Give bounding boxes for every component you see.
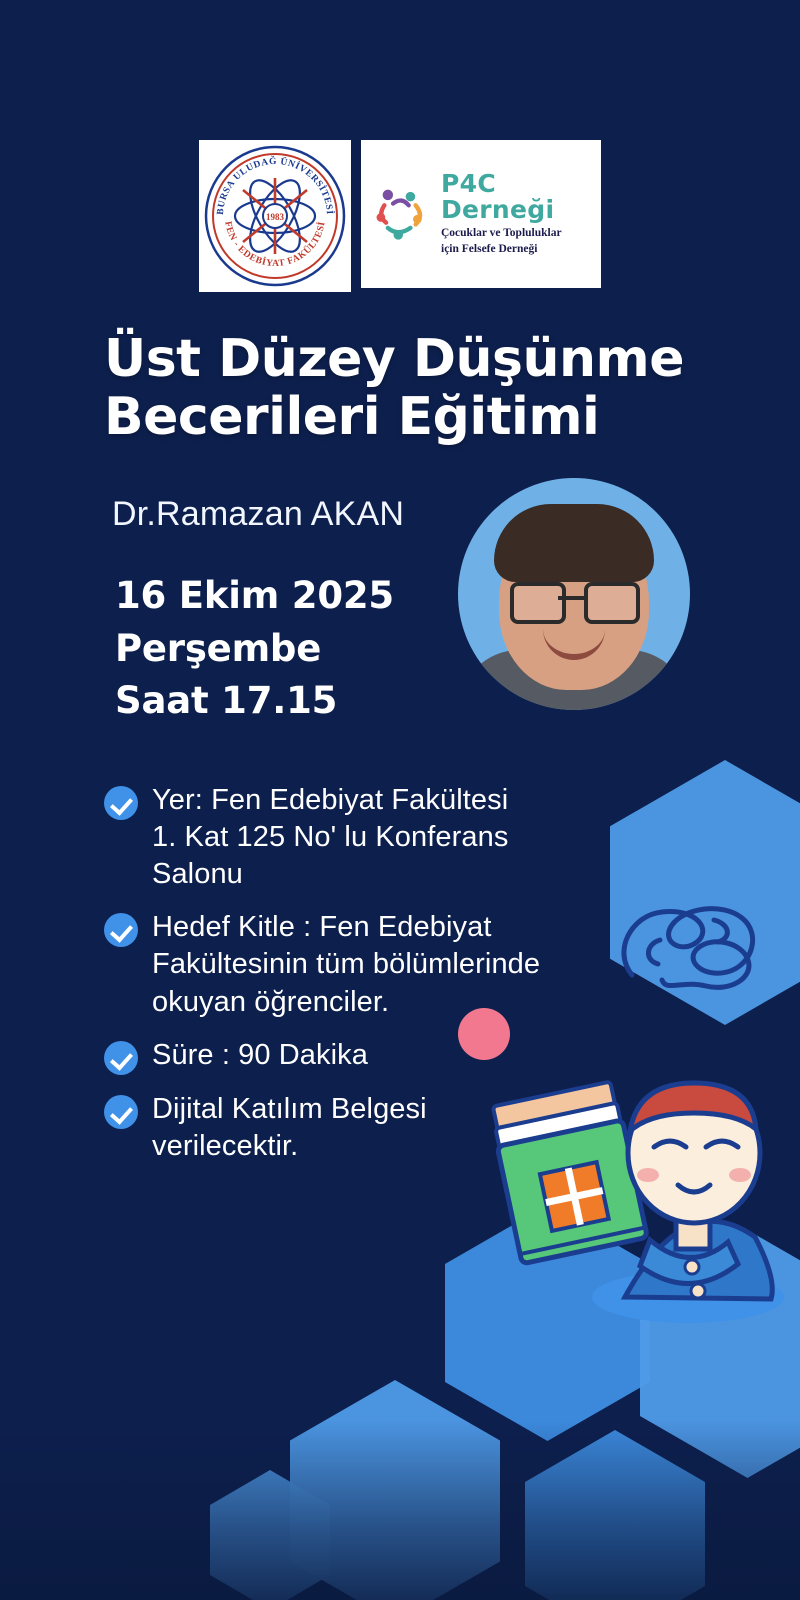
svg-text:1983: 1983 <box>266 212 284 222</box>
page-title <box>104 330 744 446</box>
page-title-line2: Becerileri Eğitimi <box>104 387 600 448</box>
university-logo <box>199 140 351 292</box>
event-datetime <box>115 570 394 728</box>
p4c-people-icon <box>367 176 433 252</box>
list-item-line: Hedef Kitle : Fen Edebiyat <box>152 911 492 944</box>
speaker-photo <box>458 478 690 710</box>
event-date: 16 Ekim 2025 <box>115 574 394 617</box>
thinking-boy-with-books-illustration <box>450 880 790 1340</box>
page-title-line1: Üst Düzey Düşünme <box>104 329 684 389</box>
portrait-glasses-bridge <box>558 596 584 600</box>
scribble-thought-icon <box>602 880 782 1020</box>
check-circle-icon <box>104 786 138 820</box>
event-day: Perşembe <box>115 626 322 670</box>
check-circle-icon <box>104 1095 138 1129</box>
university-emblem-icon <box>203 144 347 288</box>
list-item-line: verilecektir. <box>152 1129 299 1162</box>
p4c-subtitle <box>441 226 595 257</box>
list-item-line: okuyan öğrenciler. <box>152 985 390 1018</box>
list-item-label <box>152 1091 427 1165</box>
portrait-glasses-right <box>584 582 640 624</box>
p4c-logo <box>361 140 601 288</box>
list-item-line: Fakültesinin tüm bölümlerinde <box>152 948 541 981</box>
list-item-line: Dijital Katılım Belgesi <box>152 1092 427 1125</box>
svg-text:BURSA ULUDAĞ ÜNİVERSİTESİ: BURSA ULUDAĞ ÜNİVERSİTESİ <box>215 156 335 216</box>
p4c-subtitle-line2: için Felsefe Derneği <box>441 242 538 255</box>
check-circle-icon <box>104 1041 138 1075</box>
svg-text:FEN - EDEBİYAT FAKÜLTESİ: FEN - EDEBİYAT FAKÜLTESİ <box>222 220 328 270</box>
list-item <box>104 782 644 893</box>
logo-row <box>0 140 800 292</box>
p4c-subtitle-line1: Çocuklar ve Topluluklar <box>441 227 562 240</box>
list-item-line: 1. Kat 125 No' lu Konferans <box>152 821 509 854</box>
pink-dot-icon <box>458 1008 510 1060</box>
p4c-title: P4C Derneği <box>441 168 555 224</box>
boy-icon <box>580 1035 790 1325</box>
list-item-line: Yer: Fen Edebiyat Fakültesi <box>152 784 509 816</box>
speaker-name: Dr.Ramazan AKAN <box>112 495 405 533</box>
list-item-label: Süre : 90 Dakika <box>152 1038 368 1071</box>
hexagon-decoration <box>525 1430 705 1600</box>
list-item-label <box>152 782 508 893</box>
event-time: Saat 17.15 <box>115 679 338 723</box>
portrait-hair <box>494 504 654 582</box>
portrait-glasses-left <box>510 582 566 624</box>
check-circle-icon <box>104 913 138 947</box>
list-item-line: Salonu <box>152 858 243 891</box>
